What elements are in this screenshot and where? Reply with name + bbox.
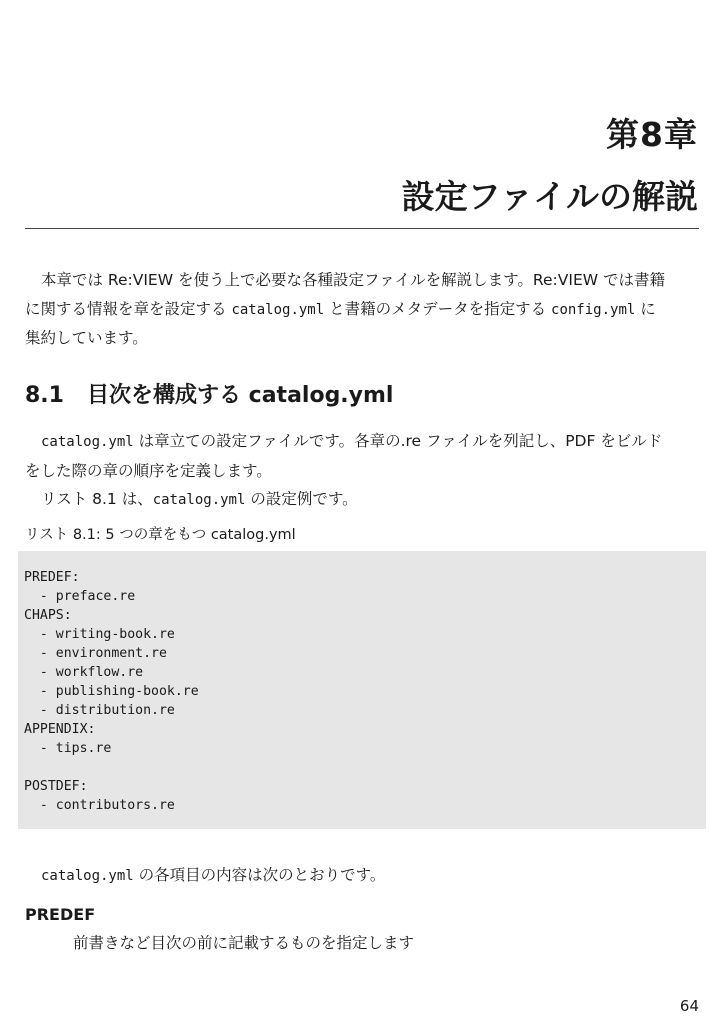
- section-text-2b: の設定例です。: [245, 490, 358, 508]
- chapter-rule: [25, 228, 699, 229]
- code-line: - preface.re: [24, 589, 136, 604]
- section-heading: [25, 380, 393, 412]
- after-listing-paragraph: [25, 861, 701, 891]
- intro-line-3: 集約しています。: [25, 329, 148, 347]
- after-text: の各項目の内容は次のとおりです。: [133, 866, 386, 884]
- section-paragraph: [25, 427, 701, 515]
- listing-caption: リスト 8.1: 5 つの章をもつ catalog.yml: [25, 527, 296, 543]
- section-code-catalog: catalog.yml: [41, 434, 134, 450]
- section-line-1: [25, 427, 701, 457]
- definition-description: 前書きなど目次の前に記載するものを指定します: [73, 934, 415, 952]
- code-line: - contributors.re: [24, 798, 175, 813]
- intro-line-1: 本章では Re:VIEW を使う上で必要な各種設定ファイルを解説します。Re:VIEW では書籍: [41, 271, 665, 289]
- code-line: - workflow.re: [24, 665, 144, 680]
- code-line: - writing-book.re: [24, 627, 175, 642]
- section-line-2: をした際の章の順序を定義します。: [25, 461, 272, 480]
- section-title: 目次を構成する catalog.yml: [87, 383, 394, 408]
- definition-term: PREDEF: [25, 905, 96, 924]
- code-block: [18, 551, 706, 829]
- intro-line-2: [25, 295, 701, 325]
- code-line: PREDEF:: [24, 570, 80, 585]
- section-number: 8.1: [25, 383, 64, 408]
- intro-paragraph: [25, 266, 701, 353]
- intro-text-b: と書籍のメタデータを指定する: [324, 299, 552, 318]
- after-code-catalog: catalog.yml: [41, 868, 134, 884]
- section-code-catalog-2: catalog.yml: [152, 492, 246, 508]
- intro-text-c: に: [635, 299, 656, 318]
- chapter-number: 第8章: [606, 115, 698, 154]
- intro-text-a: に関する情報を章を設定する: [25, 299, 232, 318]
- code-line: - distribution.re: [24, 703, 175, 718]
- page-number: 64: [679, 997, 699, 1015]
- chapter-title: 設定ファイルの解説: [401, 177, 698, 216]
- intro-code-catalog: catalog.yml: [231, 301, 325, 318]
- code-line: - tips.re: [24, 741, 112, 756]
- section-text-1: は章立ての設定ファイルです。各章の.re ファイルを列記し、PDF をビルド: [133, 432, 663, 450]
- section-text-2a: リスト 8.1 は、: [41, 490, 153, 508]
- code-line: POSTDEF:: [24, 779, 88, 794]
- intro-code-config: config.yml: [551, 301, 636, 318]
- code-line: - publishing-book.re: [24, 684, 199, 699]
- code-line: CHAPS:: [24, 608, 72, 623]
- code-line: - environment.re: [24, 646, 167, 661]
- section-line-3: [25, 485, 701, 515]
- code-line: APPENDIX:: [24, 722, 96, 737]
